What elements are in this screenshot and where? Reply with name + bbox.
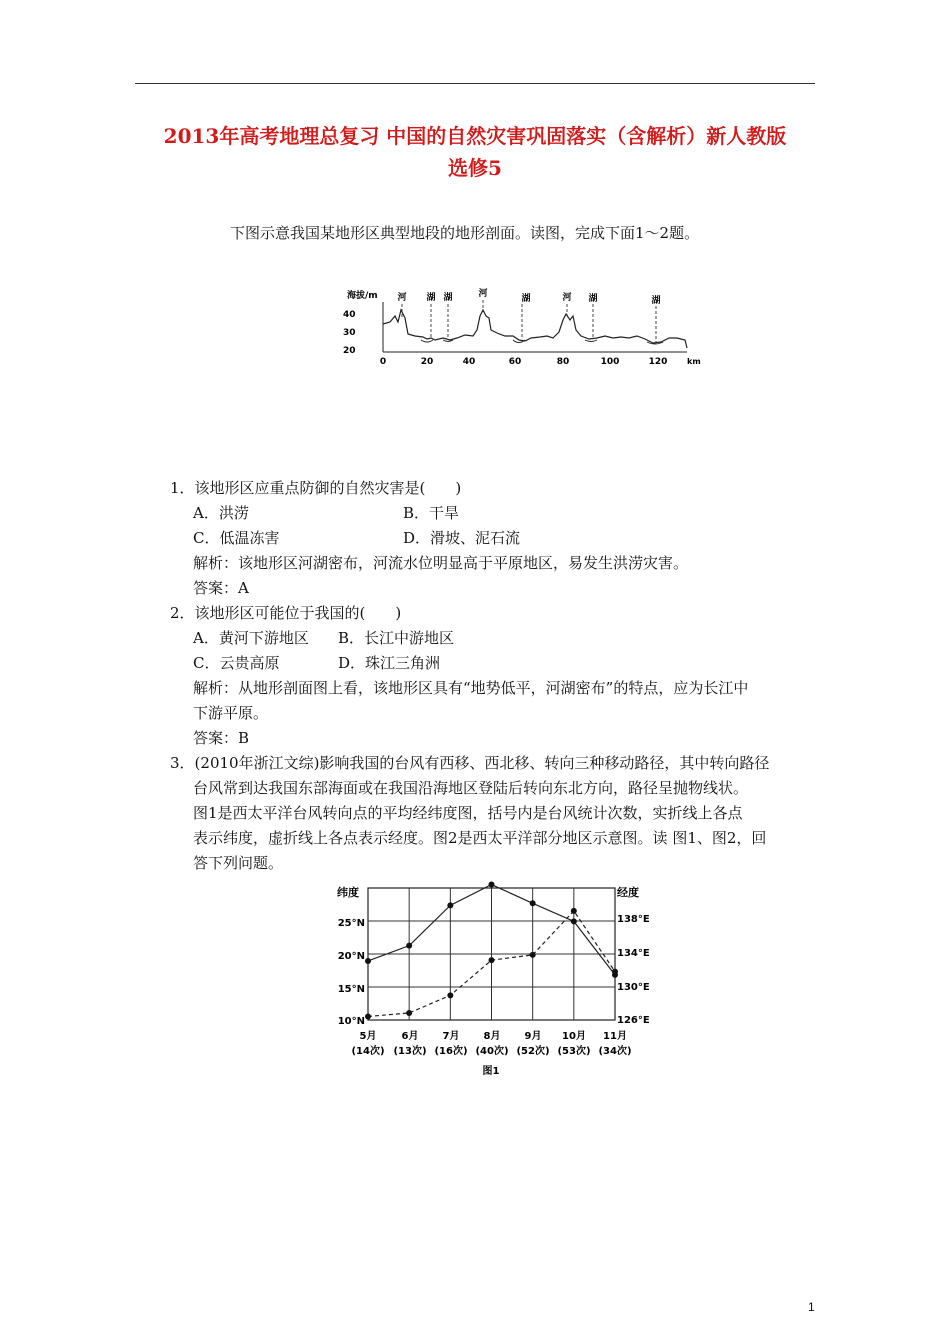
feature-label: 湖 (651, 296, 661, 306)
chart-grid (368, 888, 615, 1020)
q1-stem: 1．该地形区应重点防御的自然灾害是( ) (170, 479, 462, 497)
latitude-point (530, 900, 536, 906)
profile-xtick: 120 (648, 357, 668, 367)
profile-ytick: 30 (343, 328, 356, 338)
latitude-point (406, 943, 412, 949)
profile-ytick: 40 (343, 310, 356, 320)
q1-option-d: D．滑坡、泥石流 (403, 529, 521, 547)
feature-label: 河 (478, 289, 488, 299)
feature-label: 湖 (426, 293, 436, 303)
q3-line2: 台风常到达我国东部海面或在我国沿海地区登陆后转向东北方向，路径呈抛物线状。 (193, 779, 749, 797)
q3-line5: 答下列问题。 (193, 854, 284, 872)
feature-label: 湖 (521, 294, 531, 304)
right-axis-label: 经度 (617, 886, 639, 899)
header-rule (135, 83, 815, 84)
count-label: (52次) (516, 1046, 550, 1057)
latitude-point (489, 882, 495, 888)
longitude-point (571, 908, 577, 914)
profile-ylabel: 海拔/m (347, 291, 378, 301)
right-tick: 134°E (617, 948, 650, 959)
count-label: (53次) (557, 1046, 591, 1057)
latitude-point (571, 918, 577, 924)
q2-option-c: C．云贵高原 (193, 654, 280, 672)
right-tick: 138°E (617, 914, 650, 925)
longitude-point (447, 992, 453, 998)
feature-markers (402, 300, 656, 342)
profile-xticks (380, 357, 668, 367)
month-label: 11月 (603, 1031, 627, 1042)
latitude-point (447, 902, 453, 908)
feature-label: 河 (562, 293, 572, 303)
q3-line4: 表示纬度，虚折线上各点表示经度。图2是西太平洋部分地区示意图。读 图1、图2，回 (193, 829, 767, 847)
count-label: (14次) (351, 1046, 385, 1057)
longitude-point (530, 952, 536, 958)
month-label: 8月 (483, 1031, 501, 1042)
page-number: 1 (808, 1300, 815, 1314)
feature-label: 湖 (588, 294, 598, 304)
profile-xtick: 100 (600, 357, 620, 367)
count-label: (34次) (598, 1046, 632, 1057)
title-line-1: 2013年高考地理总复习 中国的自然灾害巩固落实（含解析）新人教版 (163, 124, 787, 148)
water-marks (421, 340, 663, 344)
terrain-profile-figure (335, 280, 715, 375)
month-label: 7月 (442, 1031, 460, 1042)
longitude-point (406, 1010, 412, 1016)
typhoon-turning-point-chart (325, 878, 665, 1078)
feature-label: 河 (397, 293, 407, 303)
q1-option-a: A．洪涝 (193, 504, 249, 522)
longitude-point (489, 957, 495, 963)
q3-line3: 图1是西太平洋台风转向点的平均经纬度图，括号内是台风统计次数，实折线上各点 (193, 804, 743, 822)
q2-stem: 2．该地形区可能位于我国的( ) (170, 604, 402, 622)
right-tick: 126°E (617, 1015, 650, 1026)
count-label: (40次) (475, 1046, 509, 1057)
q1-answer: 答案：A (193, 579, 249, 597)
left-tick: 20°N (337, 951, 365, 962)
count-label: (13次) (393, 1046, 427, 1057)
count-label: (16次) (434, 1046, 468, 1057)
latitude-point (365, 958, 371, 964)
month-label: 10月 (562, 1031, 586, 1042)
feature-label: 湖 (443, 293, 453, 303)
q2-option-b: B．长江中游地区 (338, 629, 455, 647)
right-tick: 130°E (617, 982, 650, 993)
q2-option-d: D．珠江三角洲 (338, 654, 441, 672)
left-axis-label: 纬度 (337, 886, 359, 899)
month-label: 6月 (401, 1031, 419, 1042)
left-tick: 10°N (337, 1016, 365, 1027)
profile-xtick: 80 (556, 357, 570, 367)
profile-yticks (343, 310, 356, 356)
q2-answer: 答案：B (193, 729, 250, 747)
left-tick: 25°N (337, 918, 365, 929)
profile-xtick: 60 (508, 357, 522, 367)
q2-analysis-line2: 下游平原。 (193, 704, 269, 722)
profile-xtick: 0 (379, 357, 387, 367)
q1-option-b: B．干旱 (403, 504, 460, 522)
left-tick: 15°N (337, 984, 365, 995)
q1-option-c: C．低温冻害 (193, 529, 280, 547)
profile-xunit: km (687, 357, 701, 366)
q2-analysis-line1: 解析：从地形剖面图上看，该地形区具有“地势低平，河湖密布”的特点，应为长江中 (193, 679, 749, 697)
feature-labels (397, 287, 660, 306)
profile-xtick: 40 (462, 357, 476, 367)
q3-line1: 3．(2010年浙江文综)影响我国的台风有西移、西北移、转向三种移动路径，其中转向路径 (170, 754, 770, 772)
month-label: 5月 (359, 1031, 377, 1042)
longitude-point (612, 969, 618, 975)
q1-analysis: 解析：该地形区河湖密布，河流水位明显高于平原地区，易发生洪涝灾害。 (193, 554, 689, 572)
q2-option-a: A．黄河下游地区 (193, 629, 309, 647)
month-label: 9月 (524, 1031, 542, 1042)
chart-title: 图1 (482, 1066, 500, 1077)
title-line-2: 选修5 (448, 156, 502, 180)
profile-xtick: 20 (420, 357, 434, 367)
longitude-point (365, 1013, 371, 1019)
intro-text: 下图示意我国某地形区典型地段的地形剖面。读图，完成下面1～2题。 (230, 224, 700, 242)
profile-ytick: 20 (343, 346, 356, 356)
document-title (120, 120, 830, 184)
